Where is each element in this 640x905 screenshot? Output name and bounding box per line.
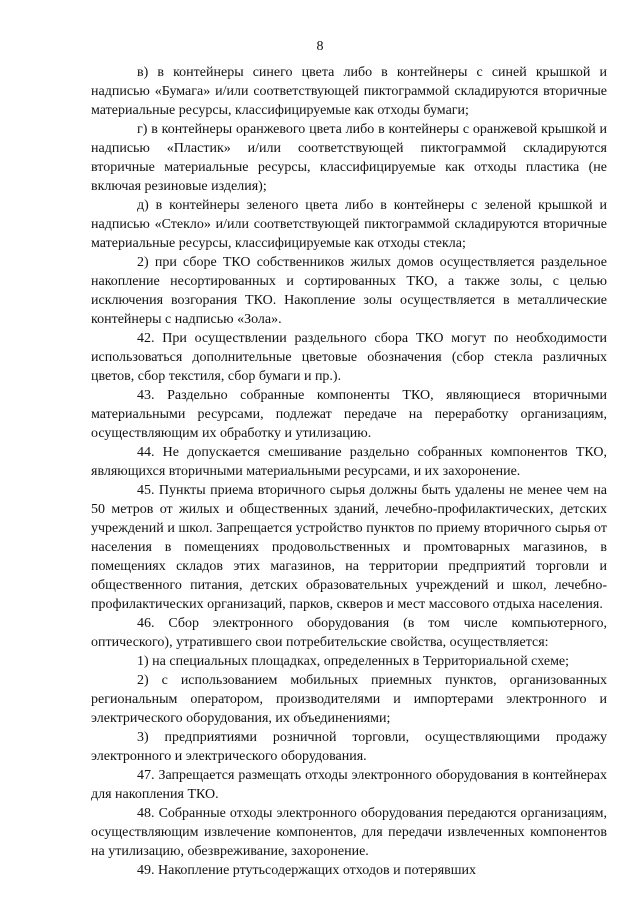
paragraph-2-private-houses: 2) при сборе ТКО собственников жилых домов осуществляется раздельное накопление несортированных и сортированных ТКО, а также золы, с целью исключения возгорания ТКО. Накопление золы осуществляется в металлические контейнеры с надписью «Зола». (91, 255, 607, 327)
paragraph-48: 48. Собранные отходы электронного оборудования передаются организациям, осуществляющим извлечение компонентов, для передачи извлеченных компонентов на утилизацию, обезвреживание, захоронение. (91, 806, 607, 859)
paragraph-45: 45. Пункты приема вторичного сырья должны быть удалены не менее чем на 50 метров от жилых и общественных зданий, лечебно-профилактических, детских учреждений и школ. Запрещается устройство пунктов по приему вторичного сырья от населения в помещениях продовольственных и промтоварных магазинов, в помещениях складов этих магазинов, на территории предприятий торговли и общественного питания, детских образовательных учреждений и школ, лечебно-профилактических организаций, парков, скверов и мест массового отдыха населения. (91, 483, 607, 612)
paragraph-3v-paper-containers: в) в контейнеры синего цвета либо в контейнеры с синей крышкой и надписью «Бумага» и/или соответствующей пиктограммой складируются вторичные материальные ресурсы, классифицируемые как отходы бумаги; (91, 65, 607, 118)
paragraph-46-3: 3) предприятиями розничной торговли, осуществляющими продажу электронного и электрического оборудования. (91, 730, 607, 764)
paragraph-46-1: 1) на специальных площадках, определенных в Территориальной схеме; (137, 654, 570, 669)
paragraph-42: 42. При осуществлении раздельного сбора ТКО могут по необходимости использоваться дополнительные цветовые обозначения (сбор стекла различных цветов, сбор текстиля, сбор бумаги и пр.). (91, 331, 607, 384)
paragraph-46-2: 2) с использованием мобильных приемных пунктов, организованных региональным оператором, производителями и импортерами электронного и электрического оборудования, их объединениями; (91, 673, 607, 726)
paragraph-46: 46. Сбор электронного оборудования (в том числе компьютерного, оптического), утратившего свои потребительские свойства, осуществляется: (91, 616, 607, 650)
paragraph-43: 43. Раздельно собранные компоненты ТКО, являющиеся вторичными материальными ресурсами, подлежат передаче на переработку организациям, осуществляющим их обработку и утилизацию. (91, 388, 607, 441)
page-number: 8 (316, 39, 324, 54)
paragraph-3g-plastic-containers: г) в контейнеры оранжевого цвета либо в контейнеры с оранжевой крышкой и надписью «Пластик» и/или соответствующей пиктограммой складируются вторичные материальные ресурсы, классифицируемые как отходы пластика (не включая резиновые изделия); (91, 122, 607, 194)
paragraph-47: 47. Запрещается размещать отходы электронного оборудования в контейнерах для накопления ТКО. (91, 768, 607, 802)
paragraph-3d-glass-containers: д) в контейнеры зеленого цвета либо в контейнеры с зеленой крышкой и надписью «Стекло» и/или соответствующей пиктограммой складируются вторичные материальные ресурсы, классифицируемые как отходы стекла; (91, 198, 607, 251)
document-body (91, 63, 607, 880)
paragraph-49: 49. Накопление ртутьсодержащих отходов и потерявших (137, 863, 477, 878)
paragraph-44: 44. Не допускается смешивание раздельно собранных компонентов ТКО, являющихся вторичными материальными ресурсами, и их захоронение. (91, 445, 607, 479)
